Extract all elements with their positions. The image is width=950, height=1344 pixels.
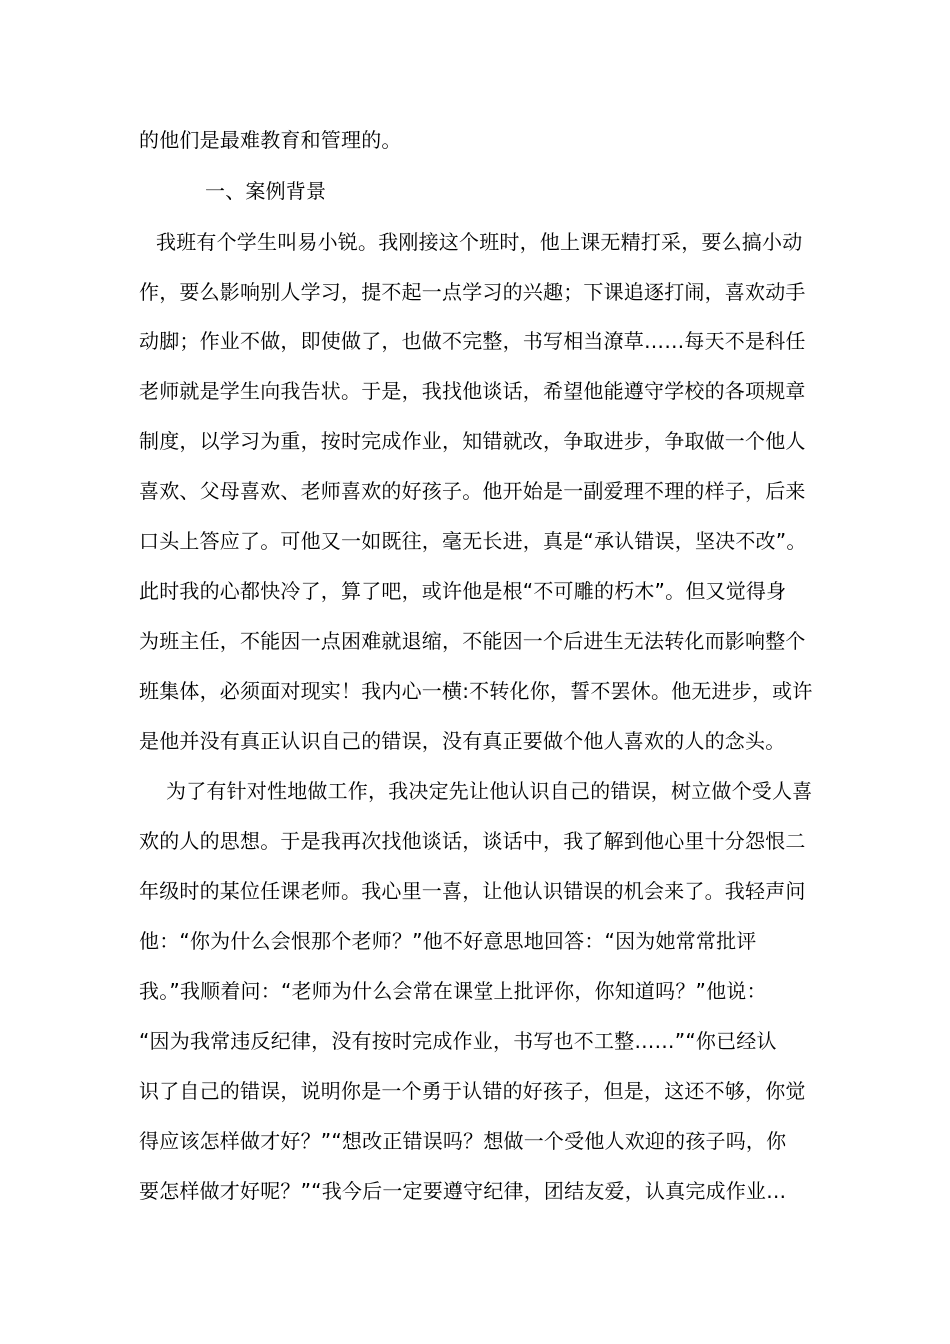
text-line-21: 得应该怎样做才好？”“想改正错误吗？想做一个受他人欢迎的孩子吗，你 — [139, 1129, 787, 1153]
text-line-13: 是他并没有真正认识自己的错误，没有真正要做个他人喜欢的人的念头。 — [139, 729, 786, 753]
text-line-14: 为了有针对性地做工作，我决定先让他认识自己的错误，树立做个受人喜 — [166, 779, 813, 803]
text-line-18: 我。”我顺着问：“老师为什么会常在课堂上批评你，你知道吗？”他说： — [139, 979, 767, 1003]
text-line-15: 欢的人的思想。于是我再次找他谈话，谈话中，我了解到他心里十分怨恨二 — [139, 829, 806, 853]
text-line-16: 年级时的某位任课老师。我心里一喜，让他认识错误的机会来了。我轻声问 — [139, 879, 806, 903]
text-line-5: 动脚；作业不做，即使做了，也做不完整，书写相当潦草……每天不是科任 — [139, 329, 806, 353]
text-line-4: 作，要么影响别人学习，提不起一点学习的兴趣；下课追逐打闹，喜欢动手 — [139, 280, 806, 304]
text-line-8: 喜欢、父母喜欢、老师喜欢的好孩子。他开始是一副爱理不理的样子，后来 — [139, 479, 806, 503]
text-line-3: 我班有个学生叫易小锐。我刚接这个班时，他上课无精打采，要么搞小动 — [156, 230, 803, 254]
text-line-17: 他：“你为什么会恨那个老师？”他不好意思地回答：“因为她常常批评 — [139, 929, 757, 953]
text-line-11: 为班主任，不能因一点困难就退缩，不能因一个后进生无法转化而影响整个 — [139, 629, 806, 653]
text-line-10: 此时我的心都快冷了，算了吧，或许他是根“不可雕的朽木”。但又觉得身 — [139, 579, 787, 603]
section-heading: 一、案例背景 — [205, 179, 327, 203]
text-line-1: 的他们是最难教育和管理的。 — [139, 128, 402, 152]
text-line-22: 要怎样做才好呢？”“我今后一定要遵守纪律，团结友爱，认真完成作业… — [139, 1179, 787, 1203]
text-line-6: 老师就是学生向我告状。于是，我找他谈话，希望他能遵守学校的各项规章 — [139, 379, 806, 403]
text-line-20: 识了自己的错误，说明你是一个勇于认错的好孩子，但是，这还不够，你觉 — [139, 1079, 806, 1103]
text-line-9: 口头上答应了。可他又一如既往，毫无长进，真是“承认错误，坚决不改”。 — [139, 529, 807, 553]
text-line-7: 制度，以学习为重，按时完成作业，知错就改，争取进步，争取做一个他人 — [139, 429, 806, 453]
text-line-19: “因为我常违反纪律，没有按时完成作业，书写也不工整……”“你已经认 — [139, 1029, 777, 1053]
text-line-12: 班集体，必须面对现实！我内心一横:不转化你，誓不罢休。他无进步，或许 — [139, 679, 813, 703]
